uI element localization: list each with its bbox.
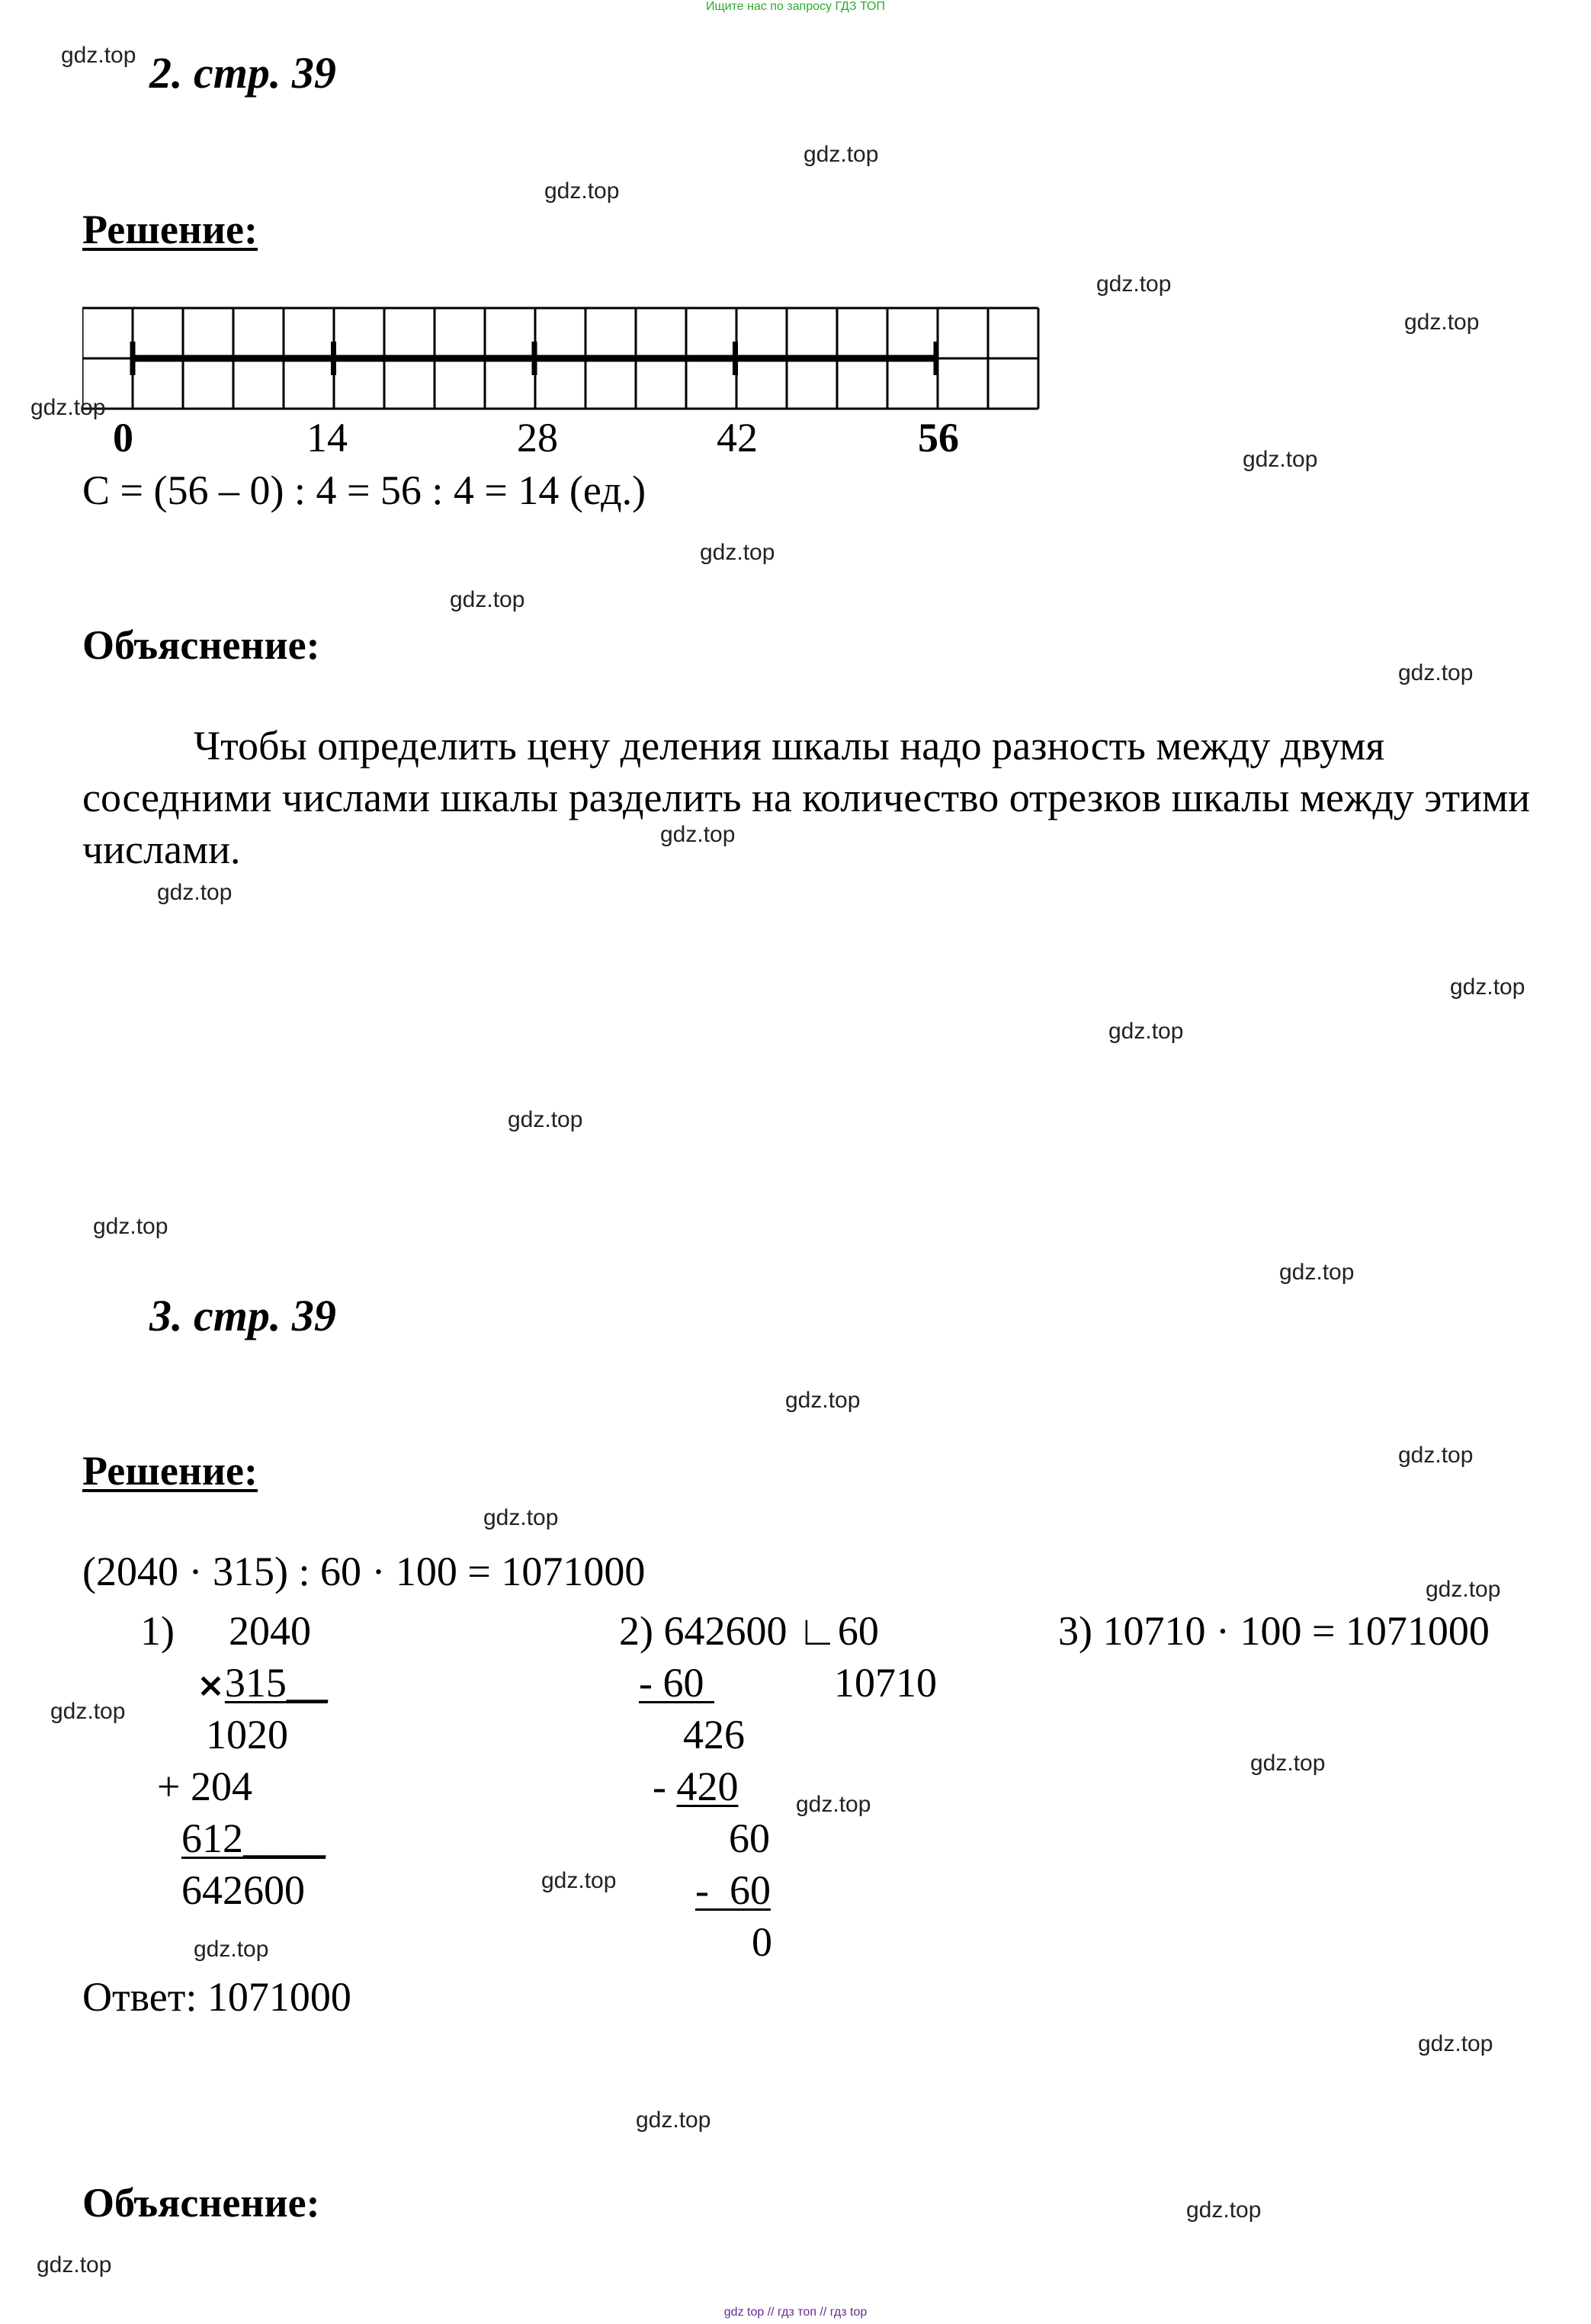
- subtrahend-2-value: 420: [676, 1764, 739, 1809]
- watermark: gdz.top: [1186, 2197, 1262, 2223]
- task-2-title: 2. стр. 39: [149, 48, 336, 98]
- step-1-multiplier: [197, 1659, 328, 1706]
- watermark: gdz.top: [93, 1214, 168, 1239]
- watermark: gdz.top: [1096, 271, 1172, 297]
- watermark: gdz.top: [1398, 1443, 1474, 1468]
- step-2-division-header: 2) 642600 ∟60: [619, 1608, 879, 1654]
- watermark: gdz.top: [785, 1388, 861, 1413]
- watermark: gdz.top: [1279, 1260, 1355, 1285]
- step-3-multiplication: 3) 10710 · 100 = 1071000: [1058, 1608, 1490, 1654]
- task-3-expression: (2040 · 315) : 60 · 100 = 1071000: [82, 1549, 646, 1594]
- watermark: gdz.top: [1250, 1751, 1326, 1776]
- task-2-explanation-heading: Объяснение:: [82, 622, 320, 668]
- watermark: gdz.top: [1450, 974, 1525, 1000]
- watermark: gdz.top: [1398, 660, 1474, 685]
- watermark: gdz.top: [450, 587, 525, 612]
- watermark: gdz.top: [37, 2252, 112, 2277]
- watermark: gdz.top: [508, 1107, 583, 1132]
- watermark: gdz.top: [636, 2107, 711, 2133]
- minus-sign: -: [653, 1764, 677, 1809]
- task-2-explanation-text: Чтобы определить цену деления шкалы надо разность между двумя соседними числами шкалы разделить на количество отрезков шкалы между этими числами.: [82, 723, 1531, 872]
- watermark: gdz.top: [1418, 2031, 1493, 2056]
- number-scale-grid: [82, 307, 1041, 410]
- watermark: gdz.top: [30, 395, 106, 420]
- watermark: gdz.top: [157, 880, 233, 905]
- scale-label-42: 42: [717, 415, 758, 461]
- step-1-label: 1): [140, 1608, 175, 1654]
- watermark: gdz.top: [483, 1505, 559, 1530]
- footer-links[interactable]: gdz top // гдз топ // гдз top: [723, 2306, 868, 2319]
- division-price-formula: С = (56 – 0) : 4 = 56 : 4 = 14 (ед.): [82, 467, 646, 513]
- scale-label-0: 0: [113, 415, 133, 461]
- task-3-solution-heading: Решение:: [82, 1448, 258, 1494]
- step-1-partial-product-1: 1020: [206, 1712, 288, 1757]
- task-3-answer: Ответ: 1071000: [82, 1974, 351, 2020]
- watermark: gdz.top: [1404, 310, 1480, 335]
- step-2-subtrahend-2: [653, 1763, 738, 1810]
- watermark: gdz.top: [1243, 447, 1318, 472]
- scale-label-56: 56: [918, 415, 959, 461]
- task-3-explanation-heading: Объяснение:: [82, 2180, 320, 2226]
- task-3-title: 3. стр. 39: [149, 1291, 336, 1340]
- step-1-partial-product-3: 612____: [181, 1815, 326, 1861]
- step-2-remainder-3: 0: [752, 1919, 772, 1965]
- watermark: gdz.top: [541, 1868, 617, 1893]
- step-2-subtrahend-3: - 60: [695, 1867, 771, 1913]
- step-2-quotient: 10710: [834, 1660, 937, 1706]
- watermark: gdz.top: [796, 1792, 871, 1817]
- watermark: gdz.top: [61, 43, 136, 68]
- step-1-multiplicand: 2040: [229, 1608, 311, 1654]
- step-2-remainder-2: 60: [729, 1815, 770, 1861]
- watermark: gdz.top: [660, 822, 736, 847]
- watermark: gdz.top: [544, 178, 620, 204]
- subtrahend-1-value: - 60: [639, 1660, 714, 1706]
- task-2-solution-heading: Решение:: [82, 207, 258, 252]
- watermark: gdz.top: [700, 540, 775, 565]
- watermark: gdz.top: [804, 142, 879, 167]
- step-1-partial-product-2: + 204: [157, 1764, 252, 1809]
- watermark: gdz.top: [194, 1937, 269, 1962]
- watermark: gdz.top: [1108, 1019, 1184, 1044]
- step-2-subtrahend-1: [639, 1659, 714, 1706]
- scale-label-28: 28: [517, 415, 558, 461]
- search-hint-link[interactable]: Ищите нас по запросу ГДЗ ТОП: [706, 0, 885, 13]
- multiplier-value: 315__: [224, 1660, 328, 1706]
- watermark: gdz.top: [50, 1699, 126, 1724]
- scale-label-14: 14: [306, 415, 348, 461]
- watermark: gdz.top: [1426, 1577, 1501, 1602]
- step-1-result: 642600: [181, 1867, 305, 1913]
- step-2-remainder-1: 426: [683, 1712, 745, 1757]
- multiply-sign: ×: [197, 1666, 225, 1705]
